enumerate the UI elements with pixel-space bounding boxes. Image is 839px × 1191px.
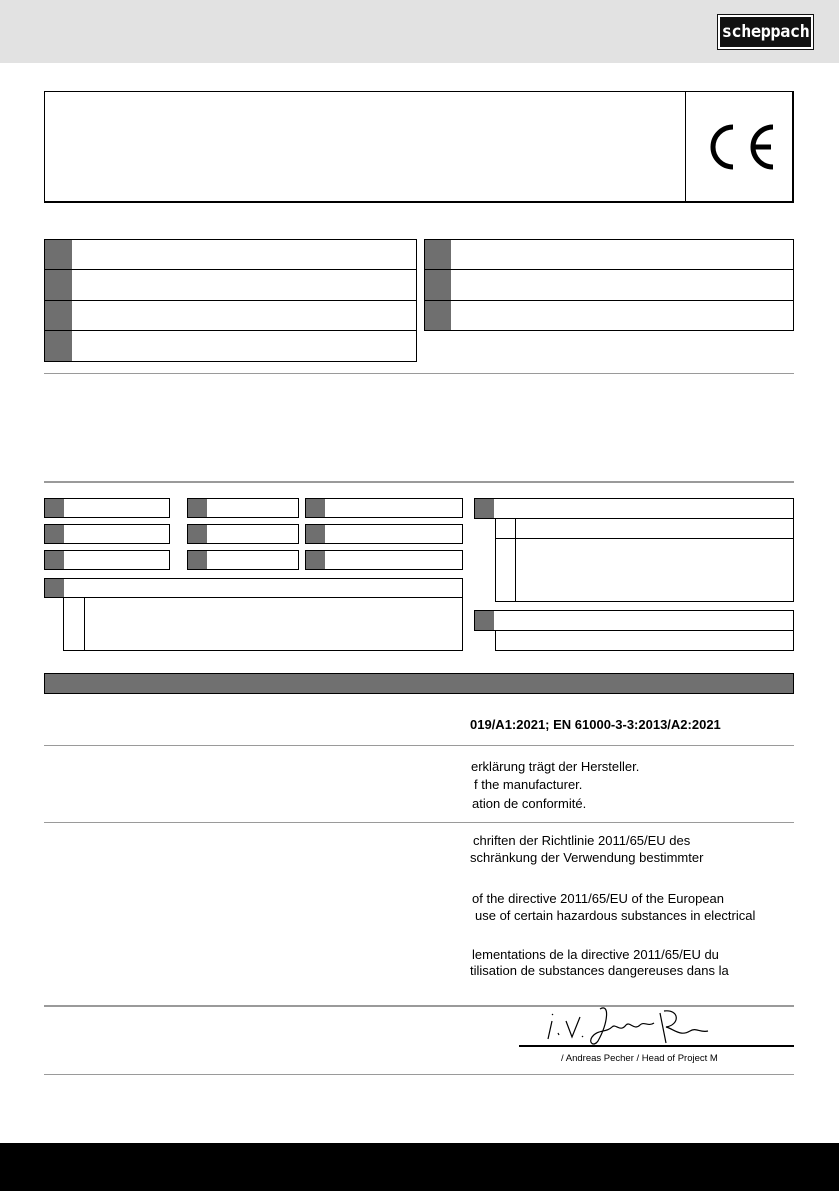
title-box — [44, 91, 794, 203]
directive-sub-right-2 — [495, 538, 794, 602]
directive-box-c1-marker — [306, 499, 325, 517]
directive-sub-right-1 — [495, 518, 794, 539]
brand-logo: scheppach — [718, 15, 813, 49]
directive-box-c3-marker — [306, 551, 325, 569]
directive-box-b2-marker — [188, 525, 207, 543]
directive-box-a2-marker — [45, 525, 64, 543]
field-right-2-marker — [425, 270, 451, 300]
directive-box-wide — [44, 578, 463, 598]
field-right-2 — [424, 269, 794, 301]
directive-sub-left — [63, 597, 463, 651]
field-right-1-marker — [425, 240, 451, 269]
directive-box-right-2-marker — [475, 611, 494, 630]
rohs-fr-1: lementations de la directive 2011/65/EU du — [472, 947, 719, 962]
rohs-en-2: use of certain hazardous substances in electrical — [475, 908, 756, 923]
rohs-de-1: chriften der Richtlinie 2011/65/EU des — [473, 833, 691, 848]
directive-box-a3-marker — [45, 551, 64, 569]
rohs-en-1: of the directive 2011/65/EU of the European — [472, 891, 724, 906]
directive-sub-right-2-divider — [515, 538, 516, 602]
header-band — [0, 0, 839, 63]
field-right-3-marker — [425, 301, 451, 330]
directive-box-c1 — [305, 498, 463, 518]
responsibility-de: erklärung trägt der Hersteller. — [471, 759, 640, 774]
field-left-4-marker — [45, 331, 72, 361]
directive-box-c2 — [305, 524, 463, 544]
field-left-1 — [44, 239, 417, 270]
section-band — [44, 673, 794, 694]
field-right-3 — [424, 300, 794, 331]
footer-bar — [0, 1143, 839, 1191]
rohs-de-2: schränkung der Verwendung bestimmter — [470, 850, 704, 865]
divider-1 — [44, 373, 794, 374]
field-right-1 — [424, 239, 794, 270]
directive-box-b3-marker — [188, 551, 207, 569]
field-left-4 — [44, 330, 417, 362]
field-left-1-marker — [45, 240, 72, 269]
directive-box-c2-marker — [306, 525, 325, 543]
signature-caption: / Andreas Pecher / Head of Project M — [561, 1053, 718, 1064]
directive-box-right — [474, 498, 794, 519]
directive-box-b1-marker — [188, 499, 207, 517]
signature-icon — [540, 1003, 710, 1048]
divider-3 — [44, 745, 794, 746]
signature-line — [519, 1045, 794, 1047]
directive-box-right-2 — [474, 610, 794, 631]
directive-box-c3 — [305, 550, 463, 570]
divider-6 — [44, 1074, 794, 1075]
divider-4 — [44, 822, 794, 823]
responsibility-fr: ation de conformité. — [472, 796, 587, 811]
divider-2 — [44, 481, 794, 483]
field-left-3-marker — [45, 301, 72, 330]
field-left-2-marker — [45, 270, 72, 300]
directive-sub-left-divider — [84, 597, 85, 651]
directive-box-right-marker — [475, 499, 494, 518]
ce-mark-icon — [703, 122, 777, 172]
responsibility-en: f the manufacturer. — [474, 777, 583, 792]
directive-box-a1-marker — [45, 499, 64, 517]
directive-box-wide-marker — [45, 579, 64, 597]
field-left-2 — [44, 269, 417, 301]
directive-sub-right-3 — [495, 630, 794, 651]
rohs-fr-2: tilisation de substances dangereuses dans la — [470, 963, 729, 978]
standards-text: 019/A1:2021; EN 61000-3-3:2013/A2:2021 — [470, 717, 721, 732]
directive-sub-right-1-divider — [515, 518, 516, 539]
field-left-3 — [44, 300, 417, 331]
